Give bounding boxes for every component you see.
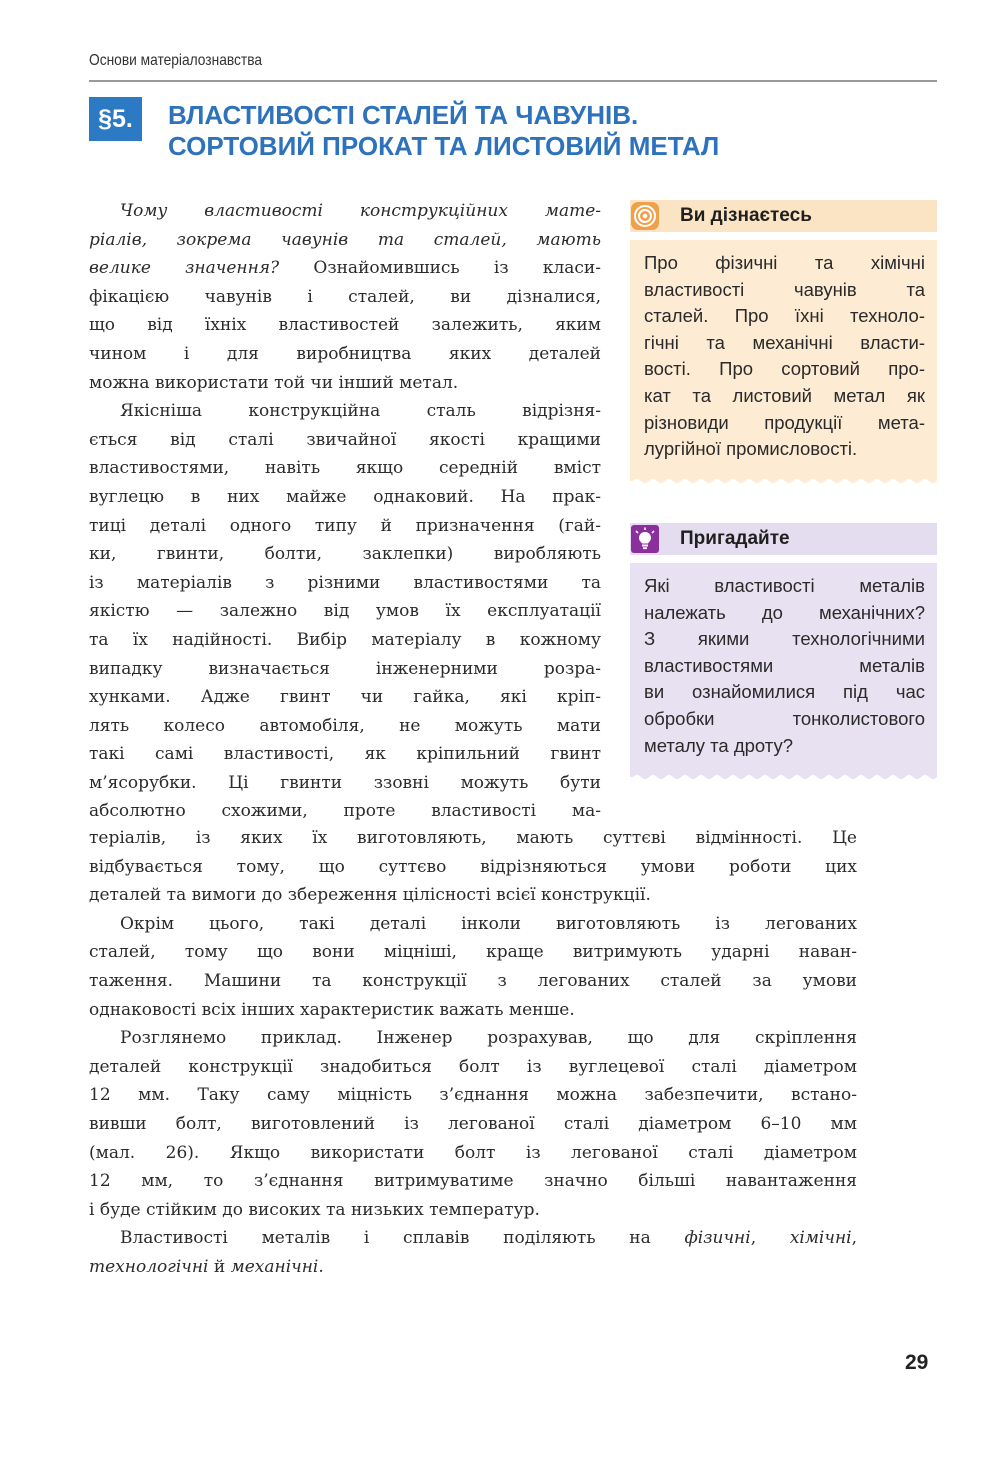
- learn-box-line: різновиди продукції мета-: [644, 411, 925, 433]
- recall-box-line: належать до механічних?: [644, 601, 925, 623]
- text-line: Властивості металів і сплавів поділяють на фізичні, хімічні,: [120, 1228, 857, 1249]
- section-title-line: СОРТОВИЙ ПРОКАТ ТА ЛИСТОВИЙ МЕТАЛ: [168, 131, 720, 161]
- text-line: теріалів, із яких їх виготовляють, мають суттєві відмінності. Це: [89, 828, 857, 848]
- text-line: м’ясорубки. Ці гвинти ззовні можуть бути: [89, 772, 601, 793]
- recall-box-line: обробки тонколистового: [644, 707, 925, 729]
- recall-box-line: Які властивості металів: [644, 575, 925, 596]
- learn-box-line: сталей. Про їхні техноло-: [644, 305, 925, 327]
- text-line: можна використати той чи інший метал.: [89, 372, 459, 393]
- text-line: абсолютно схожими, проте властивості ма-: [89, 801, 601, 822]
- text-line: випадку визначається інженерними розра-: [89, 658, 601, 679]
- recall-box-line: З якими технологічними: [644, 628, 925, 650]
- learn-box-title: Ви дізнаєтесь: [680, 205, 812, 226]
- text-line: сталей, тому що вони міцніші, краще витримують ударні наван-: [89, 942, 857, 963]
- text-line: Чому властивості конструкційних мате-: [120, 201, 601, 221]
- recall-box-header: [630, 523, 937, 555]
- recall-box-wavy-edge: [630, 773, 937, 781]
- learn-box-line: гічні та механічні власти-: [644, 331, 925, 353]
- learn-box-line: кат та листовий метал як: [644, 384, 925, 406]
- section-title-line: ВЛАСТИВОСТІ СТАЛЕЙ ТА ЧАВУНІВ.: [168, 100, 639, 130]
- recall-box-line: металу та дроту?: [644, 734, 794, 756]
- learn-box-line: лургійної промисловості.: [644, 438, 858, 460]
- text-line: відбувається тому, що суттєво відрізняються умови роботи цих: [89, 856, 857, 877]
- text-line: та їх надійності. Вибір матеріалу в кожному: [89, 629, 601, 650]
- text-line: чином і для виробництва яких деталей: [89, 343, 601, 364]
- header-rule: [89, 80, 937, 82]
- text-line: вуглецю в них майже однаковий. На прак-: [89, 486, 601, 507]
- text-line: 12 мм. Таку саму міцність з’єднання можна забезпечити, встано-: [89, 1085, 857, 1106]
- text-line: однаковості всіх інших характеристик важать менше.: [89, 999, 575, 1020]
- learn-box-header: [630, 200, 937, 232]
- running-head: Основи матеріалознавства: [89, 52, 263, 69]
- text-line: ки, гвинти, болти, заклепки) виробляють: [89, 544, 601, 565]
- text-line: Якісніша конструкційна сталь відрізня-: [120, 401, 601, 422]
- section-number-badge: §5.: [89, 97, 142, 141]
- learn-box-wavy-edge: [630, 477, 937, 485]
- recall-box-line: властивостями металів: [644, 654, 925, 676]
- text-line: деталей та вимоги до збереження цілісності всієї конструкції.: [89, 885, 651, 906]
- text-line: Окрім цього, такі деталі інколи виготовляють із легованих: [120, 913, 857, 934]
- text-line: технологічні й механічні.: [89, 1256, 324, 1277]
- text-line: хунками. Адже гвинт чи гайка, які кріп-: [89, 687, 601, 708]
- text-line: (мал. 26). Якщо використати болт із легованої сталі діаметром: [89, 1142, 857, 1163]
- learn-box-line: властивості чавунів та: [644, 278, 925, 300]
- text-line: ріалів, зокрема чавунів та сталей, мають: [89, 229, 601, 250]
- text-line: ється від сталі звичайної якості кращими: [89, 429, 601, 450]
- recall-box-body: [630, 563, 937, 773]
- target-icon: [630, 201, 660, 231]
- text-line: вивши болт, виготовлений із легованої сталі діаметром 6–10 мм: [89, 1113, 857, 1134]
- text-line: якістю — залежно від умов їх експлуатації: [89, 601, 601, 622]
- page-number: 29: [905, 1351, 929, 1374]
- recall-box-title: Пригадайте: [680, 528, 790, 549]
- text-line: лять колесо автомобіля, не можуть мати: [89, 715, 601, 736]
- body-column: [89, 197, 601, 826]
- text-line: деталей конструкції знадобиться болт із вуглецевої сталі діаметром: [89, 1056, 857, 1077]
- body-full-width: [89, 824, 857, 1282]
- text-line: тиці деталі одного типу й призначення (гай-: [89, 515, 601, 536]
- text-line: 12 мм, то з’єднання витримуватиме значно більші навантаження: [89, 1171, 857, 1192]
- learn-box-body: [630, 240, 937, 477]
- text-line: велике значення? Ознайомившись із класи-: [89, 258, 601, 279]
- text-line: Розглянемо приклад. Інженер розрахував, що для скріплення: [120, 1028, 857, 1049]
- recall-box: [630, 523, 937, 773]
- learn-box-line: Про фізичні та хімічні: [644, 252, 925, 273]
- text-line: такі самі властивості, як кріпильний гвинт: [89, 744, 601, 765]
- learn-box-line: вості. Про сортовий про-: [644, 358, 925, 380]
- text-line: із матеріалів з різними властивостями та: [89, 572, 601, 593]
- learn-box: [630, 200, 937, 477]
- recall-box-line: ви ознайомилися під час: [644, 681, 925, 703]
- text-line: фікацією чавунів і сталей, ви дізналися,: [89, 286, 601, 307]
- text-line: і буде стійким до високих та низьких температур.: [89, 1199, 540, 1220]
- text-line: що від їхніх властивостей залежить, яким: [89, 315, 601, 336]
- lightbulb-icon: [630, 524, 660, 554]
- section-title: [168, 100, 719, 162]
- text-line: таження. Машини та конструкції з легованих сталей за умови: [89, 970, 857, 991]
- text-line: властивостями, навіть якщо середній вміст: [89, 458, 601, 479]
